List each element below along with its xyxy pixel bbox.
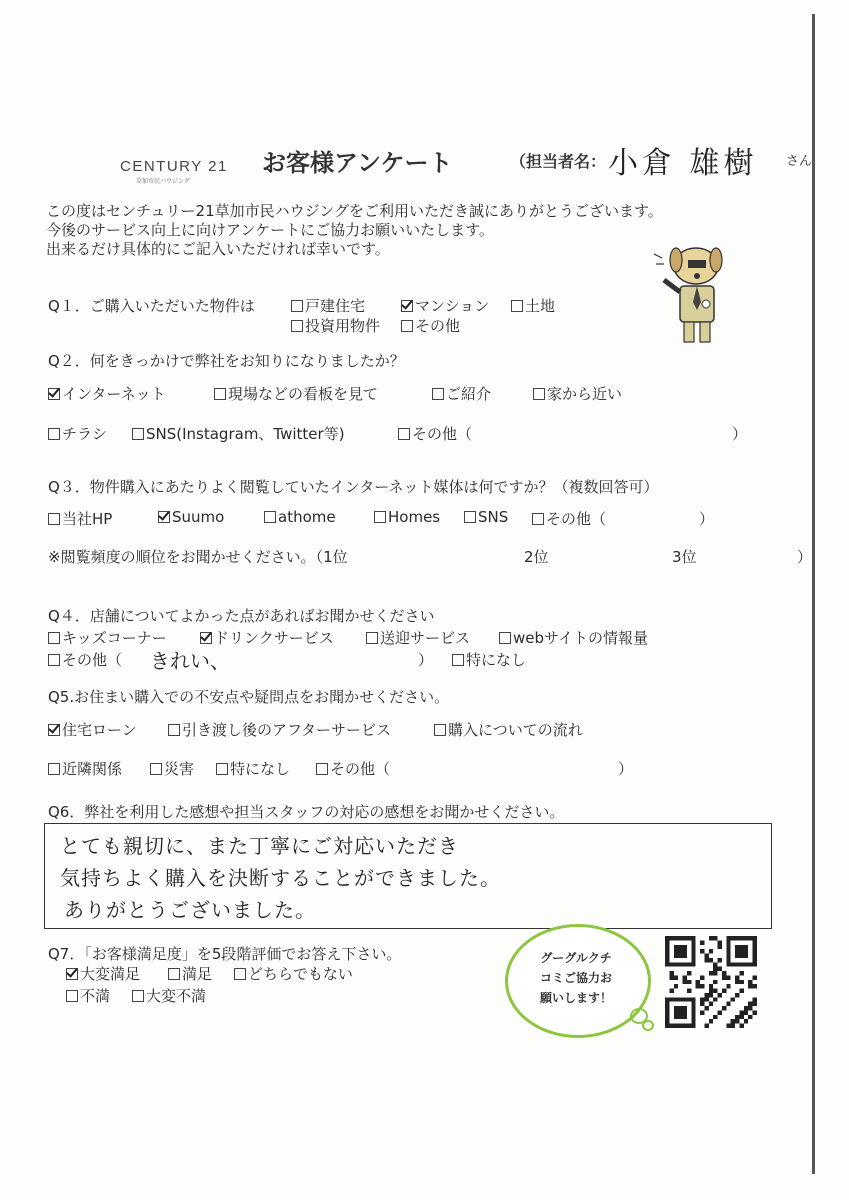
q4-option-shuttle[interactable]: 送迎サービス [366, 627, 470, 648]
q3-option-homes[interactable]: Homes [374, 508, 440, 526]
q5-other-close-paren: ） [618, 760, 634, 778]
q2-option-signboard[interactable]: 現場などの看板を見て [214, 383, 378, 404]
q5-option-after-service[interactable]: 引き渡し後のアフターサービス [168, 719, 391, 740]
checkbox-checked-icon[interactable] [48, 388, 60, 400]
checkbox-checked-icon[interactable] [200, 632, 212, 644]
checkbox-icon[interactable] [374, 511, 386, 523]
staff-name-label: （担当者名： [510, 152, 607, 171]
q5-question: Q5.お住まい購入での不安点や疑問点をお聞かせください。 [48, 688, 450, 706]
q7-option-dissatisfied[interactable]: 不満 [66, 985, 110, 1006]
q4-option-drink-service[interactable]: ドリンクサービス [200, 627, 334, 648]
checkbox-icon[interactable] [432, 388, 444, 400]
intro-line-1: この度はセンチュリー21草加市民ハウジングをご利用いただき誠にありがとうございます。 [46, 202, 663, 220]
checkbox-icon[interactable] [291, 300, 303, 312]
checkbox-icon[interactable] [168, 968, 180, 980]
q2-option-sns[interactable]: SNS(Instagram、Twitter等) [132, 423, 345, 444]
bubble-text: グーグルクチ コミご協力お 願いします！ [539, 951, 612, 1005]
checkbox-icon[interactable] [214, 388, 226, 400]
q3-rank-label: ※閲覧頻度の順位をお聞かせください。（1位 [48, 548, 348, 566]
checkbox-icon[interactable] [48, 513, 60, 525]
q3-option-sns[interactable]: SNS [464, 508, 508, 526]
checkbox-checked-icon[interactable] [401, 300, 413, 312]
q6-answer-line-1: とても親切に、また丁寧にご対応いただき [60, 834, 459, 858]
q7-question: Q7．「お客様満足度」を5段階評価でお答え下さい。 [48, 945, 402, 963]
checkbox-icon[interactable] [366, 632, 378, 644]
qr-code-icon[interactable] [665, 936, 757, 1028]
q4-other-handwritten-answer: きれい、 [150, 649, 230, 673]
bubble-tail-dot [642, 1020, 654, 1031]
q4-option-nothing[interactable]: 特になし [452, 649, 526, 670]
checkbox-icon[interactable] [398, 428, 410, 440]
q1-option-detached-house[interactable]: 戸建住宅 [291, 295, 365, 316]
checkbox-icon[interactable] [48, 763, 60, 775]
checkbox-icon[interactable] [533, 388, 545, 400]
checkbox-icon[interactable] [66, 990, 78, 1002]
q1-question: Q１．ご購入いただいた物件は [48, 297, 255, 315]
q2-other-close-paren: ） [732, 425, 748, 443]
checkbox-icon[interactable] [48, 428, 60, 440]
q7-option-satisfied[interactable]: 満足 [168, 963, 212, 984]
q5-option-disaster[interactable]: 災害 [150, 758, 194, 779]
q7-option-neutral[interactable]: どちらでもない [234, 963, 353, 984]
q3-option-suumo[interactable]: Suumo [158, 508, 224, 526]
q2-option-near-home[interactable]: 家から近い [533, 383, 622, 404]
checkbox-checked-icon[interactable] [48, 724, 60, 736]
intro-line-3: 出来るだけ具体的にご記入いただければ幸いです。 [46, 240, 390, 258]
q4-other-close-paren: ） [418, 651, 434, 669]
checkbox-icon[interactable] [532, 513, 544, 525]
q6-answer-line-2: 気持ちよく購入を決断することができました。 [60, 866, 501, 890]
checkbox-icon[interactable] [48, 632, 60, 644]
q4-option-website[interactable]: webサイトの情報量 [499, 627, 648, 648]
checkbox-icon[interactable] [511, 300, 523, 312]
page-title: お客様アンケート [262, 149, 453, 177]
q4-option-other[interactable]: その他（ [48, 649, 122, 670]
q3-rank-2: 2位 [524, 548, 549, 566]
checkbox-icon[interactable] [452, 654, 464, 666]
checkbox-icon[interactable] [216, 763, 228, 775]
q3-rank-close-paren: ） [797, 548, 813, 566]
q4-question: Q４．店舗についてよかった点があればお聞かせください [48, 607, 435, 625]
checkbox-checked-icon[interactable] [66, 968, 78, 980]
q1-option-investment[interactable]: 投資用物件 [291, 315, 380, 336]
checkbox-icon[interactable] [168, 724, 180, 736]
intro-line-2: 今後のサービス向上に向けアンケートにご協力お願いいたします。 [46, 221, 494, 239]
q6-answer-line-3: ありがとうございました。 [64, 898, 316, 922]
q3-other-close-paren: ） [699, 510, 715, 528]
checkbox-icon[interactable] [150, 763, 162, 775]
century21-logo: CENTURY 21 [120, 158, 228, 175]
q7-option-very-dissatisfied[interactable]: 大変不満 [132, 985, 206, 1006]
staff-name-handwritten: 小倉 雄樹 [608, 146, 758, 181]
q3-option-athome[interactable]: athome [264, 508, 336, 526]
q5-option-other[interactable]: その他（ [316, 758, 390, 779]
q2-option-other[interactable]: その他（ [398, 423, 472, 444]
q2-option-flyer[interactable]: チラシ [48, 423, 107, 444]
checkbox-icon[interactable] [291, 320, 303, 332]
checkbox-icon[interactable] [464, 511, 476, 523]
q2-question: Q２．何をきっかけで弊社をお知りになりましたか？ [48, 352, 405, 370]
q1-option-other[interactable]: その他 [401, 315, 460, 336]
checkbox-icon[interactable] [316, 763, 328, 775]
logo-subtitle: 草加市民ハウジング [136, 178, 190, 185]
q5-option-neighbors[interactable]: 近隣関係 [48, 758, 122, 779]
q3-option-company-hp[interactable]: 当社HP [48, 508, 112, 529]
q3-question: Q３．物件購入にあたりよく閲覧していたインターネット媒体は何ですか？（複数回答可） [48, 478, 659, 496]
q3-rank-3: 3位 [672, 548, 697, 566]
checkbox-checked-icon[interactable] [158, 511, 170, 523]
checkbox-icon[interactable] [401, 320, 413, 332]
checkbox-icon[interactable] [264, 511, 276, 523]
checkbox-icon[interactable] [234, 968, 246, 980]
page-edge-line [812, 14, 815, 1174]
checkbox-icon[interactable] [434, 724, 446, 736]
checkbox-icon[interactable] [132, 428, 144, 440]
staff-honorific: さん [786, 154, 813, 169]
q3-option-other[interactable]: その他（ [532, 508, 606, 529]
q4-option-kids-corner[interactable]: キッズコーナー [48, 627, 167, 648]
q5-option-purchase-flow[interactable]: 購入についての流れ [434, 719, 583, 740]
q1-option-land[interactable]: 土地 [511, 295, 555, 316]
q5-option-nothing[interactable]: 特になし [216, 758, 290, 779]
q6-question: Q6．弊社を利用した感想や担当スタッフの対応の感想をお聞かせください。 [48, 803, 565, 821]
mascot-dog-illustration [652, 236, 732, 346]
q2-option-internet[interactable]: インターネット [48, 383, 166, 404]
q1-option-mansion[interactable]: マンション [401, 295, 489, 316]
checkbox-icon[interactable] [132, 990, 144, 1002]
q2-option-referral[interactable]: ご紹介 [432, 383, 491, 404]
checkbox-icon[interactable] [48, 654, 60, 666]
q7-option-very-satisfied[interactable]: 大変満足 [66, 963, 140, 984]
checkbox-icon[interactable] [499, 632, 511, 644]
q5-option-housing-loan[interactable]: 住宅ローン [48, 719, 137, 740]
